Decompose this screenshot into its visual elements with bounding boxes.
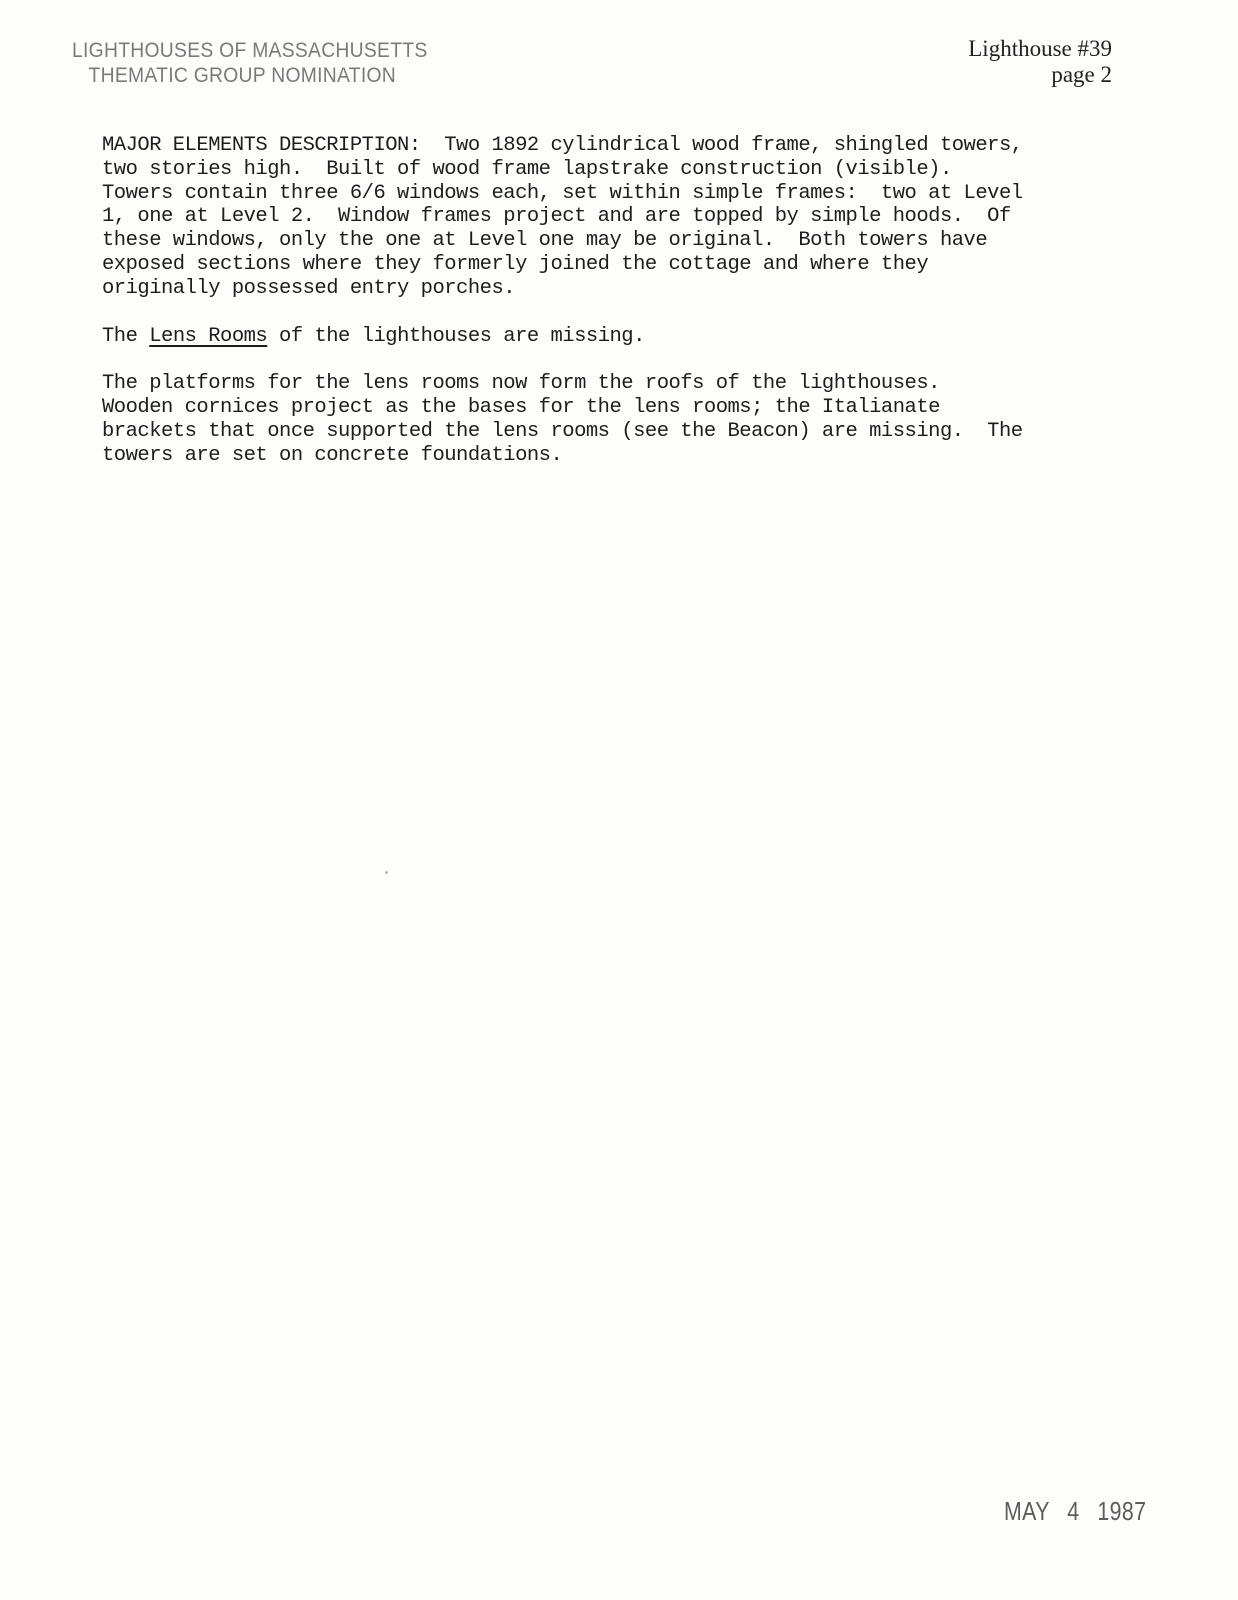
- body-line: Wooden cornices project as the bases for the lens rooms; the Italianate: [102, 396, 940, 420]
- body-line: two stories high. Built of wood frame lapstrake construction (visible).: [102, 157, 952, 181]
- paper-speck: [385, 871, 388, 874]
- platforms-paragraph: [102, 372, 1062, 467]
- major-elements-paragraph: [102, 134, 1062, 301]
- body-line: MAJOR ELEMENTS DESCRIPTION: Two 1892 cylindrical wood frame, shingled towers,: [102, 134, 1023, 157]
- underlined-term: Lens Rooms: [149, 324, 268, 348]
- body-line: originally possessed entry porches.: [102, 276, 516, 300]
- body-line: exposed sections where they formerly joined the cottage and where they: [102, 252, 929, 276]
- body-text: The: [102, 324, 150, 348]
- lens-rooms-paragraph: [102, 325, 1062, 349]
- nomination-header: [72, 38, 428, 88]
- page-reference: [968, 36, 1112, 88]
- lighthouse-number: Lighthouse #39: [968, 36, 1112, 61]
- page-number: page 2: [1051, 62, 1112, 87]
- document-body: [102, 134, 1062, 492]
- body-line: towers are set on concrete foundations.: [102, 443, 563, 467]
- header-title-line: LIGHTHOUSES OF MASSACHUSETTS: [72, 39, 428, 62]
- date-stamp: MAY 4 1987: [1004, 1496, 1147, 1526]
- body-line: brackets that once supported the lens rooms (see the Beacon) are missing. The: [102, 419, 1023, 443]
- body-line: The platforms for the lens rooms now form the roofs of the lighthouses.: [102, 372, 940, 396]
- body-text: of the lighthouses are missing.: [267, 324, 645, 348]
- body-line: Towers contain three 6/6 windows each, set within simple frames: two at Level: [102, 181, 1023, 205]
- body-line: 1, one at Level 2. Window frames project and are topped by simple hoods. Of: [102, 205, 1011, 229]
- header-subtitle-line: THEMATIC GROUP NOMINATION: [88, 64, 396, 87]
- body-line: these windows, only the one at Level one may be original. Both towers have: [102, 229, 988, 253]
